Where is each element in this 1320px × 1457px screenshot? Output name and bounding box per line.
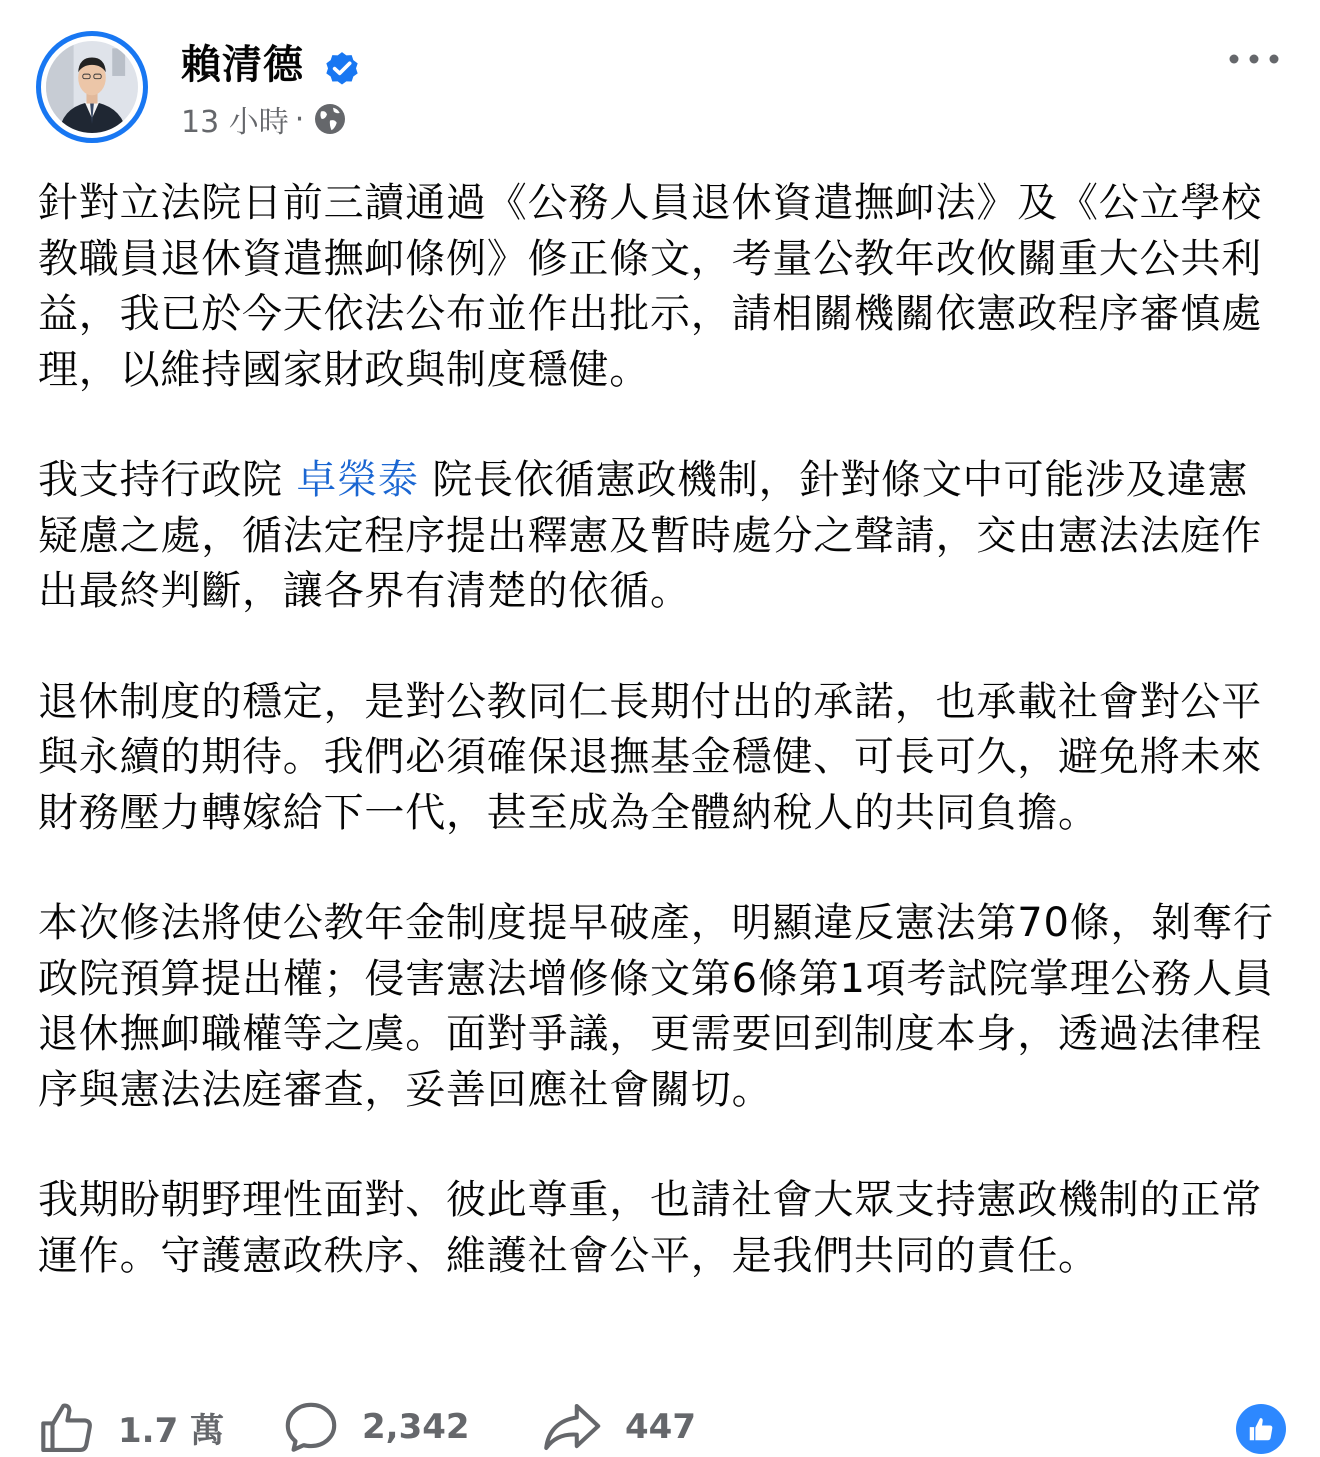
- post-time[interactable]: 13 小時: [181, 105, 289, 140]
- paragraph-text: 我支持行政院: [38, 457, 297, 503]
- paragraph-text: 院長依循憲政機制，針對條文中可能涉及違憲疑慮之處，循法定程序提出釋憲及暫時處分之聲請，交由憲法法庭作出最終判斷，讓各界有清楚的依循。: [38, 457, 1262, 614]
- post-body: [38, 176, 1288, 1284]
- like-reaction-icon[interactable]: [1236, 1404, 1286, 1454]
- comment-button[interactable]: [282, 1396, 470, 1457]
- mention-link[interactable]: 卓榮泰: [296, 457, 419, 503]
- thumbs-up-icon: [38, 1398, 96, 1456]
- post-paragraph: [38, 453, 1288, 620]
- share-arrow-icon: [541, 1398, 603, 1456]
- meta-separator: ·: [294, 101, 305, 137]
- author-name[interactable]: 賴清德: [181, 42, 304, 88]
- post-meta: [181, 99, 348, 139]
- post-paragraph: 本次修法將使公教年金制度提早破產，明顯違反憲法第70條，剝奪行政院預算提出權；侵害憲法增修條文第6條第1項考試院掌理公務人員退休撫卹職權等之虞。面對爭議，更需要回到制度本身，透過法律程序與憲法法庭審查，妥善回應社會關切。: [38, 900, 1274, 1113]
- thumbs-up-icon: [1246, 1414, 1276, 1444]
- more-options-icon[interactable]: [1226, 44, 1282, 74]
- profile-photo: [46, 41, 138, 133]
- comment-count: 2,342: [362, 1407, 470, 1447]
- share-button[interactable]: [541, 1396, 696, 1457]
- share-count: 447: [625, 1407, 696, 1447]
- verified-badge-icon: [322, 48, 362, 88]
- post-paragraph: 針對立法院日前三讀通過《公務人員退休資遣撫卹法》及《公立學校教職員退休資遣撫卹條例》修正條文，考量公教年改攸關重大公共利益，我已於今天依法公布並作出批示，請相關機關依憲政程序審慎處理，以維持國家財政與制度穩健。: [38, 180, 1262, 393]
- like-button[interactable]: [38, 1396, 224, 1457]
- like-count: 1.7 萬: [118, 1410, 225, 1451]
- avatar[interactable]: [36, 31, 148, 143]
- globe-icon: [312, 101, 348, 137]
- post-paragraph: 我期盼朝野理性面對、彼此尊重，也請社會大眾支持憲政機制的正常運作。守護憲政秩序、維護社會公平，是我們共同的責任。: [38, 1177, 1262, 1279]
- post-paragraph: 退休制度的穩定，是對公教同仁長期付出的承諾，也承載社會對公平與永續的期待。我們必須確保退撫基金穩健、可長可久，避免將未來財務壓力轉嫁給下一代，甚至成為全體納稅人的共同負擔。: [38, 678, 1262, 836]
- comment-bubble-icon: [282, 1398, 340, 1456]
